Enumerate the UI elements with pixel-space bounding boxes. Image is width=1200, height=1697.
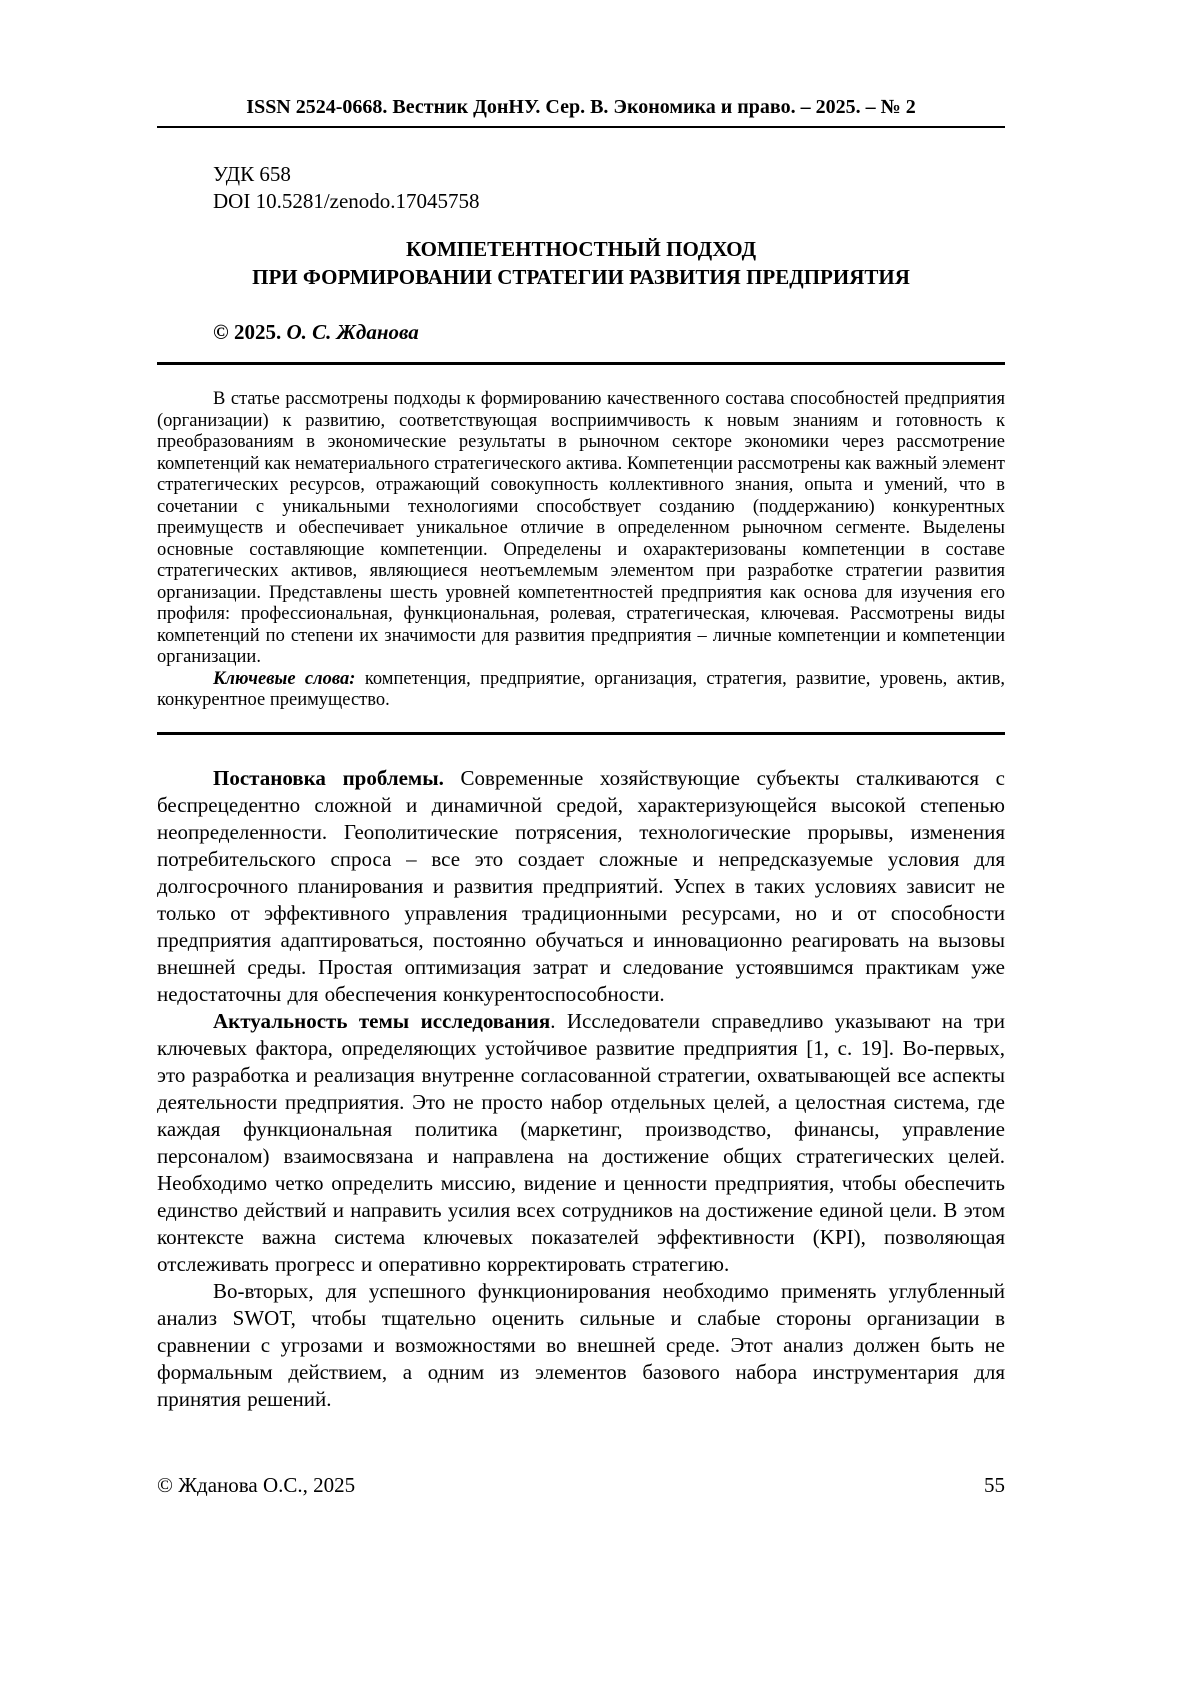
paragraph-lead: Постановка проблемы. <box>213 765 461 790</box>
abstract-text: В статье рассмотрены подходы к формированию качественного состава способностей предприятия (организации) к развитию, соответствующая восприимчивость к новым знаниям и готовность к преобразованиям в экономические результаты в рыночном секторе экономики через рассмотрение компетенций как нематериального стратегического актива. Компетенции рассмотрены как важный элемент стратегических ресурсов, отражающий совокупность коллективного знания, опыта и умений, что в сочетании с уникальными технологиями способствует созданию (поддержанию) конкурентных преимуществ и обеспечивает уникальное отличие в определенном рыночном сегменте. Выделены основные составляющие компетенции. Определены и охарактеризованы компетенции в составе стратегических активов, являющиеся неотъемлемым элементом при разработке стратегии развития организации. Представлены шесть уровней компетентностей предприятия как основа для изучения его профиля: профессиональная, функциональная, ролевая, стратегическая, ключевая. Рассмотрены виды компетенций по степени их значимости для развития предприятия – личные компетенции и компетенции организации. <box>157 389 1005 667</box>
udk-number: УДК 658 <box>213 162 291 186</box>
keywords-text: компетенция, предприятие, организация, стратегия, развитие, уровень, актив, конкурентное преимущество. <box>157 668 1005 710</box>
article-title <box>157 235 1005 291</box>
journal-header: ISSN 2524-0668. Вестник ДонНУ. Сер. В. Экономика и право. – 2025. – № 2 <box>246 96 916 118</box>
author-name: О. С. Жданова <box>286 320 419 344</box>
keywords-line <box>157 669 1005 712</box>
body-paragraph <box>157 1278 1005 1413</box>
divider-rule-top <box>157 362 1005 365</box>
body-paragraph <box>157 765 1005 1008</box>
footer-copyright: © Жданова О.С., 2025 <box>157 1473 356 1497</box>
paragraph-text: . Исследователи справедливо указывают на три ключевых фактора, определяющих устойчивое развитие предприятия [1, с. 19]. Во-первых, это разработка и реализация внутренне согласованной стратегии, охватывающей все аспекты деятельности предприятия. Это не просто набор отдельных целей, а целостная система, где каждая функциональная политика (маркетинг, производство, финансы, управление персоналом) взаимосвязана и направлена на достижение общих стратегических целей. Необходимо четко определить миссию, видение и ценности предприятия, чтобы обеспечить единство действий и направить усилия всех сотрудников на достижение единой цели. В этом контексте важна система ключевых показателей эффективности (KPI), позволяющая отслеживать прогресс и оперативно корректировать стратегию. <box>157 1008 1006 1276</box>
paragraph-lead: Актуальность темы исследования <box>213 1008 551 1033</box>
body-paragraph <box>157 1008 1005 1278</box>
article-title-line-2: ПРИ ФОРМИРОВАНИИ СТРАТЕГИИ РАЗВИТИЯ ПРЕДПРИЯТИЯ <box>252 265 910 289</box>
divider-rule-bottom <box>157 732 1005 735</box>
keywords-label: Ключевые слова: <box>213 668 356 689</box>
header-rule <box>157 126 1005 128</box>
authorship-line <box>157 319 1005 346</box>
page-number: 55 <box>984 1473 1005 1497</box>
page-content <box>157 0 1005 1413</box>
copyright-year: © 2025. <box>213 320 282 344</box>
page-footer <box>157 1472 1005 1499</box>
article-body <box>157 765 1005 1413</box>
paragraph-text: Современные хозяйствующие субъекты сталкиваются с беспрецедентно сложной и динамичной средой, характеризующейся высокой степенью неопределенности. Геополитические потрясения, технологические прорывы, изменения потребительского спроса – все это создает сложные и непредсказуемые условия для долгосрочного планирования и развития предприятий. Успех в таких условиях зависит не только от эффективного управления традиционными ресурсами, но и от способности предприятия адаптироваться, постоянно обучаться и инновационно реагировать на вызовы внешней среды. Простая оптимизация затрат и следование устоявшимся практикам уже недостаточны для обеспечения конкурентоспособности. <box>157 765 1005 1006</box>
paragraph-text: Во-вторых, для успешного функционирования необходимо применять углубленный анализ SWOT, чтобы тщательно оценить сильные и слабые стороны организации в сравнении с угрозами и возможностями во внешней среде. Этот анализ должен быть не формальным действием, а одним из элементов базового набора инструментария для принятия решений. <box>157 1278 1005 1411</box>
article-meta <box>157 161 1005 215</box>
article-title-line-1: КОМПЕТЕНТНОСТНЫЙ ПОДХОД <box>405 237 757 261</box>
doi-number: DOI 10.5281/zenodo.17045758 <box>213 189 480 213</box>
abstract-block <box>157 389 1005 712</box>
